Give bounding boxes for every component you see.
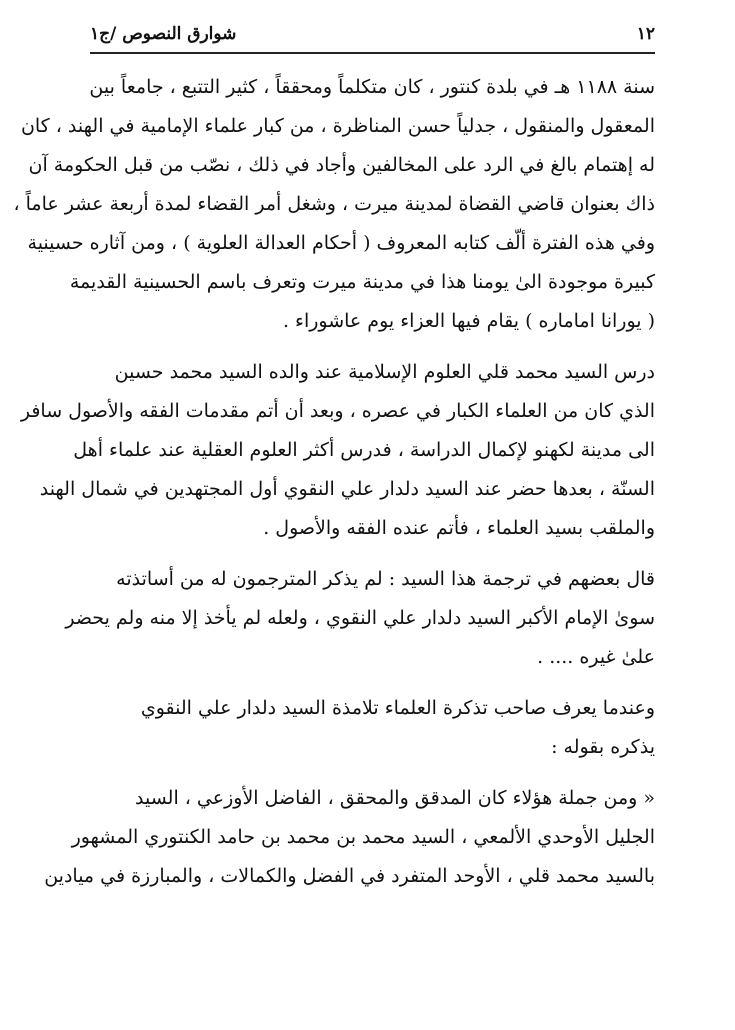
text-line: الجليل الأوحدي الألمعي ، السيد محمد بن محمد بن حامد الكنتوري المشهور — [71, 826, 655, 848]
text-line: بالسيد محمد قلي ، الأوحد المتفرد في الفضل والكمالات ، والمبارزة في ميادين — [44, 865, 655, 887]
paragraph — [13, 68, 655, 341]
text-line: علىٰ غيره .... . — [537, 646, 655, 668]
paragraph — [20, 353, 655, 548]
text-line: الى مدينة لكهنو لإكمال الدراسة ، فدرس أكثر العلوم العقلية عند علماء أهل — [73, 439, 655, 461]
text-line: سنة ١١٨٨ هـ في بلدة كنتور ، كان متكلماً ومحققاً ، كثير التتبع ، جامعاً بين — [89, 76, 655, 98]
text-line: الذي كان من العلماء الكبار في عصره ، وبعد أن أتم مقدمات الفقه والأصول سافر — [20, 400, 655, 422]
page-header — [90, 22, 655, 52]
text-line: « ومن جملة هؤلاء كان المدقق والمحقق ، الفاضل الأوزعي ، السيد — [135, 787, 655, 809]
text-line: درس السيد محمد قلي العلوم الإسلامية عند والده السيد محمد حسين — [114, 361, 655, 383]
text-line: والملقب بسيد العلماء ، فأتم عنده الفقه والأصول . — [263, 517, 655, 539]
body-text — [13, 68, 655, 896]
text-line: وعندما يعرف صاحب تذكرة العلماء تلامذة السيد دلدار علي النقوي — [140, 697, 655, 719]
header-divider — [90, 52, 655, 54]
paragraph — [65, 560, 655, 677]
text-line: السنّة ، بعدها حضر عند السيد دلدار علي النقوي أول المجتهدين في شمال الهند — [39, 478, 655, 500]
running-title: شوارق النصوص /ج١ — [90, 24, 237, 44]
text-line: كبيرة موجودة الىٰ يومنا هذا في مدينة ميرت وتعرف باسم الحسينية القديمة — [69, 271, 655, 293]
page-number: ١٢ — [636, 24, 655, 44]
paragraph-gap — [90, 548, 655, 560]
paragraph — [44, 779, 655, 896]
paragraph-gap — [90, 341, 655, 353]
text-line: سوىٰ الإمام الأكبر السيد دلدار علي النقوي ، ولعله لم يأخذ إلا منه ولم يحضر — [65, 607, 655, 629]
paragraph-gap — [90, 767, 655, 779]
text-line: له إهتمام بالغ في الرد على المخالفين وأجاد في ذلك ، نصّب من قبل الحكومة آن — [28, 154, 655, 176]
text-line: وفي هذه الفترة ألّف كتابه المعروف ( أحكام العدالة العلوية ) ، ومن آثاره حسينية — [27, 232, 655, 254]
text-line: قال بعضهم في ترجمة هذا السيد : لم يذكر المترجمون له من أساتذته — [116, 568, 655, 590]
text-line: ذاك بعنوان قاضي القضاة لمدينة ميرت ، وشغل أمر القضاء لمدة أربعة عشر عاماً ، — [13, 193, 655, 215]
text-line: ( يورانا اماماره ) يقام فيها العزاء يوم عاشوراء . — [282, 310, 655, 332]
paragraph-gap — [90, 677, 655, 689]
text-line: المعقول والمنقول ، جدلياً حسن المناظرة ، من كبار علماء الإمامية في الهند ، كان — [20, 115, 655, 137]
paragraph — [90, 689, 655, 767]
text-line: يذكره بقوله : — [551, 736, 655, 758]
